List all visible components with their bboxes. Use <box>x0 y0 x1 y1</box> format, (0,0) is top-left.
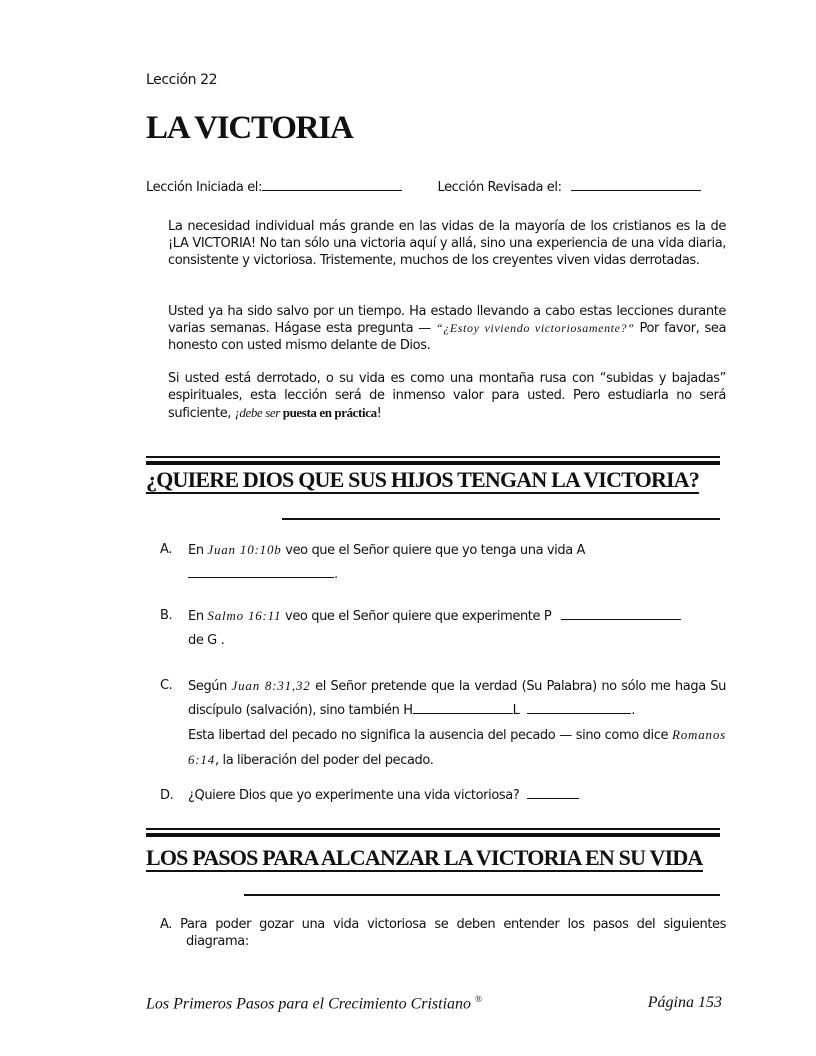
question-a-reference: Juan 10:10b <box>207 542 282 557</box>
section-1-heading <box>146 466 720 494</box>
intro-p3-emph2: puesta en práctica <box>282 405 377 420</box>
intro-p3-end: ! <box>376 406 382 421</box>
section-divider-2 <box>146 828 720 837</box>
page-title: LA VICTORIA <box>146 110 353 146</box>
section-2-heading-rule <box>244 894 720 896</box>
footer <box>146 994 722 1013</box>
question-c-line3-end: , la liberación del poder del pecado. <box>215 753 434 768</box>
question-a <box>160 538 726 587</box>
started-date-field[interactable] <box>262 178 402 191</box>
intro-p2-text: Usted ya ha sido salvo por un tiempo. Ha estado llevando a cabo estas lecciones durante varias semanas. Hágase esta pregunta — <box>168 304 726 336</box>
question-d-label: D. <box>160 788 174 803</box>
question-c-mid: L <box>512 703 520 718</box>
question-b-line2: de G . <box>188 633 225 648</box>
steps-item-a: A. Para poder gozar una vida victoriosa se deben entender los pasos del siguientes diagrama: <box>160 917 726 949</box>
question-a-text: veo que el Señor quiere que yo tenga una vida A <box>281 543 586 558</box>
intro-paragraph-1: La necesidad individual más grande en las vidas de la mayoría de los cristianos es la de ¡LA VICTORIA! No tan sólo una victoria aquí y allá, sino una experiencia de una vida diaria, consistente y victoriosa. Tristemente, muchos de los creyentes viven vidas derrotadas. <box>168 219 726 268</box>
question-c-answer-l[interactable] <box>527 701 631 714</box>
question-c-text: el Señor pretende que la verdad (Su Palabra) no sólo me haga Su discípulo (salvación), sino también H <box>188 679 726 718</box>
question-a-answer[interactable] <box>188 565 334 578</box>
question-c-end: . <box>631 703 635 718</box>
question-c-reference-2: Romanos 6:14 <box>188 727 726 767</box>
question-b-text: veo que el Señor quiere que experimente P <box>281 609 552 624</box>
question-c-reference: Juan 8:31,32 <box>231 678 311 693</box>
reviewed-date-field[interactable] <box>571 178 701 191</box>
intro-p2-end: Por favor, sea honesto con usted mismo delante de Dios. <box>168 321 727 353</box>
question-b-pre: En <box>188 609 208 624</box>
section-2-heading <box>146 844 720 872</box>
question-c <box>160 674 726 773</box>
question-c-pre: Según <box>188 679 232 694</box>
question-a-end: . <box>334 567 338 582</box>
reviewed-label: Lección Revisada el: <box>437 180 562 195</box>
question-c-line3: Esta libertad del pecado no significa la ausencia del pecado — sino como dice <box>188 728 672 743</box>
question-b <box>160 604 726 653</box>
intro-paragraph-3 <box>168 370 726 422</box>
question-b-answer[interactable] <box>561 607 681 620</box>
intro-paragraph-2 <box>168 303 726 354</box>
started-label: Lección Iniciada el: <box>146 180 262 195</box>
question-b-reference: Salmo 16:11 <box>207 608 282 623</box>
question-c-answer-h[interactable] <box>413 701 513 714</box>
question-b-label: B. <box>160 608 173 623</box>
section-1-heading-text: ¿QUIERE DIOS QUE SUS HIJOS TENGAN LA VICTORIA? <box>146 467 700 492</box>
question-d <box>160 784 726 808</box>
registered-mark: ® <box>475 994 482 1004</box>
intro-p3-emph1: ¡debe ser <box>234 405 283 420</box>
question-a-pre: En <box>188 543 208 558</box>
intro-question: “¿Estoy viviendo victoriosamente?” <box>435 321 635 335</box>
section-1-heading-rule <box>282 518 720 520</box>
lesson-number: Lección 22 <box>146 72 218 88</box>
question-c-label: C. <box>160 678 173 693</box>
section-divider-1 <box>146 456 720 465</box>
footer-book-title: Los Primeros Pasos para el Crecimiento Cristiano <box>146 995 472 1013</box>
question-a-label: A. <box>160 542 172 557</box>
lesson-dates <box>146 178 726 195</box>
intro-p3-text: Si usted está derrotado, o su vida es como una montaña rusa con “subidas y bajadas” espirituales, esta lección será de inmenso valor para usted. Pero estudiarla no será suficiente, <box>168 371 726 421</box>
question-d-answer[interactable] <box>527 786 579 799</box>
section-2-heading-text: LOS PASOS PARA ALCANZAR LA VICTORIA EN SU VIDA <box>146 845 703 870</box>
question-d-text: ¿Quiere Dios que yo experimente una vida victoriosa? <box>188 788 520 803</box>
page-number: Página 153 <box>647 994 722 1011</box>
